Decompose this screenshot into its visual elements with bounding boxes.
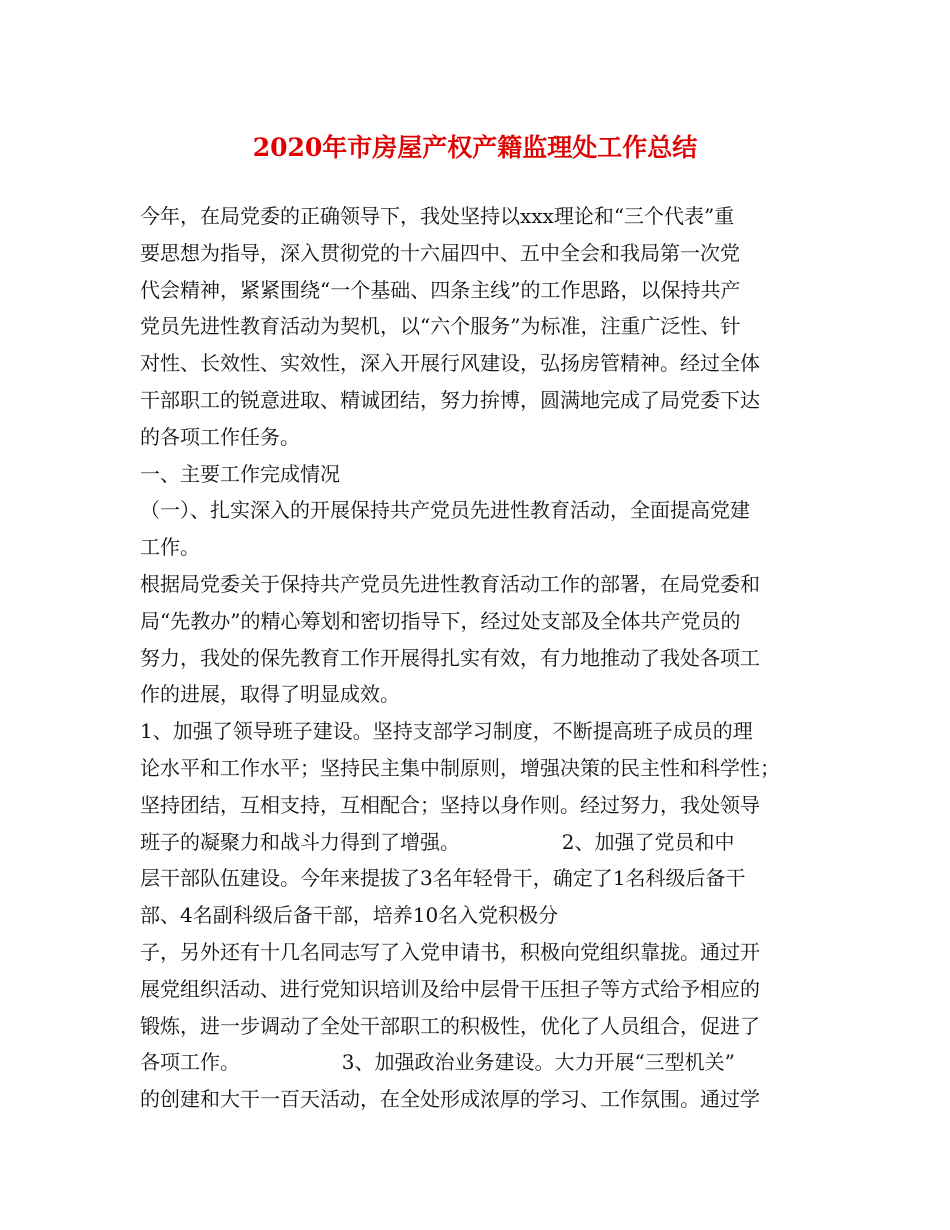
body-line: 根据局党委关于保持共产党员先进性教育活动工作的部署，在局党委和 [140, 571, 760, 596]
body-line: 论水平和工作水平；坚持民主集中制原则，增强决策的民主性和科学性； [140, 755, 780, 780]
body-line: 的各项工作任务。 [140, 424, 300, 449]
body-line: 努力，我处的保先教育工作开展得扎实有效，有力地推动了我处各项工 [140, 645, 760, 670]
body-line: 要思想为指导，深入贯彻党的十六届四中、五中全会和我局第一次党 [140, 240, 740, 265]
body-line: 展党组织活动、进行党知识培训及给中层骨干压担子等方式给予相应的 [140, 976, 760, 1001]
document-body [140, 198, 830, 1118]
body-line: 局“先教办”的精心筹划和密切指导下，经过处支部及全体共产党员的 [140, 608, 741, 633]
body-line: 层干部队伍建设。今年来提拔了3名年轻骨干，确定了1名科级后备干 [140, 866, 746, 891]
body-line: （一）、扎实深入的开展保持共产党员先进性教育活动，全面提高党建 [140, 498, 750, 523]
body-line: 部、4名副科级后备干部，培养10名入党积极分 [140, 903, 559, 928]
body-line: 干部职工的锐意进取、精诚团结，努力拚博，圆满地完成了局党委下达 [140, 387, 760, 412]
body-line: 一、主要工作完成情况 [140, 461, 340, 486]
body-line: 代会精神，紧紧围绕“一个基础、四条主线”的工作思路，以保持共产 [140, 277, 741, 302]
body-line: 班子的凝聚力和战斗力得到了增强。 2、加强了党员和中 [140, 829, 735, 854]
body-line: 党员先进性教育活动为契机，以“六个服务”为标准，注重广泛性、针 [140, 314, 741, 339]
body-line: 锻炼，进一步调动了全处干部职工的积极性，优化了人员组合，促进了 [140, 1013, 760, 1038]
body-line: 的创建和大干一百天活动，在全处形成浓厚的学习、工作氛围。通过学 [140, 1087, 760, 1112]
body-line: 工作。 [140, 535, 200, 560]
body-line: 子，另外还有十几名同志写了入党申请书，积极向党组织靠拢。通过开 [140, 939, 760, 964]
body-line: 各项工作。 3、加强政治业务建设。大力开展“三型机关” [140, 1050, 735, 1075]
body-line: 坚持团结，互相支持，互相配合；坚持以身作则。经过努力，我处领导 [140, 792, 760, 817]
body-line: 今年，在局党委的正确领导下，我处坚持以xxx理论和“三个代表”重 [140, 204, 735, 228]
body-line: 对性、长效性、实效性，深入开展行风建设，弘扬房管精神。经过全体 [140, 351, 760, 376]
document-title: 2020年市房屋产权产籍监理处工作总结 [252, 133, 698, 162]
body-line: 作的进展，取得了明显成效。 [140, 682, 400, 707]
body-line: 1、加强了领导班子建设。坚持支部学习制度，不断提高班子成员的理 [140, 719, 753, 744]
